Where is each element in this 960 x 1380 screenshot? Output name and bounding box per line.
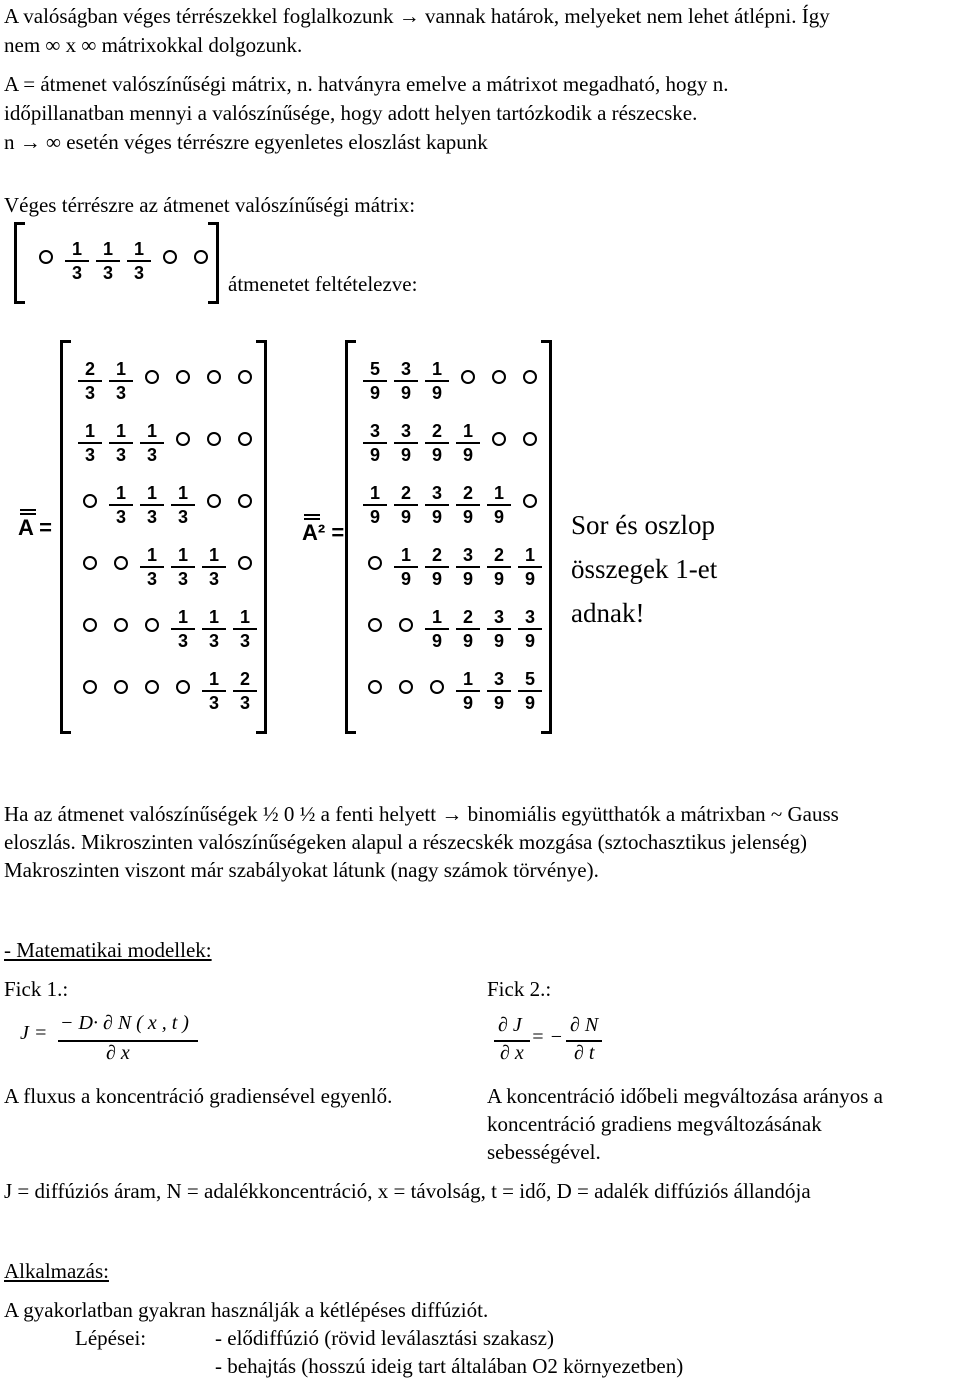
matrix-a2-left-bracket (345, 340, 356, 734)
matrix-fraction-entry: 1 3 (136, 484, 168, 526)
binomial-line-2: eloszlás. Mikroszinten valószínűségeken alapul a részecskék mozgása (sztochasztikus jelenség) (4, 830, 807, 854)
matrix-fraction-entry: 1 3 (61, 240, 93, 282)
matrix-zero-entry (229, 432, 261, 451)
matrix-zero-entry (452, 370, 484, 389)
matrix-fraction-entry: 1 9 (359, 484, 391, 526)
side-note-line-3: adnak! (571, 598, 645, 628)
matrix-zero-entry (185, 250, 217, 269)
binomial-line-3: Makroszinten viszont már szabályokat látunk (nagy számok törvénye). (4, 858, 599, 882)
matrix-zero-entry (390, 618, 422, 637)
step-1: - elődiffúzió (rövid leválasztási szakasz) (215, 1326, 554, 1350)
matrix-fraction-entry: 1 3 (167, 484, 199, 526)
matrix-fraction-entry: 3 9 (421, 484, 453, 526)
matrix-fraction-entry: 3 9 (452, 546, 484, 588)
side-note-line-2: összegek 1-et (571, 554, 718, 584)
fick2-description-3: sebességével. (487, 1140, 601, 1164)
intro-line-5: n → ∞ esetén véges térrészre egyenletes eloszlást kapunk (4, 130, 488, 154)
matrix-zero-entry (514, 432, 546, 451)
matrix-fraction-entry: 1 3 (136, 546, 168, 588)
matrix-zero-entry (359, 556, 391, 575)
matrix-zero-entry (136, 618, 168, 637)
matrix-fraction-entry: 1 3 (136, 422, 168, 464)
row-vector (10, 222, 220, 302)
finite-heading: Véges térrészre az átmenet valószínűségi mátrix: (4, 193, 416, 217)
matrix-fraction-entry: 2 9 (390, 484, 422, 526)
applications-heading: Alkalmazás: (4, 1259, 109, 1283)
matrix-fraction-entry: 3 9 (390, 360, 422, 402)
matrix-fraction-entry: 1 9 (452, 422, 484, 464)
matrix-zero-entry (167, 680, 199, 699)
matrix-zero-entry (198, 494, 230, 513)
matrix-zero-entry (359, 618, 391, 637)
matrix-zero-entry (229, 494, 261, 513)
models-heading: - Matematikai modellek: (4, 938, 212, 962)
fick1-numerator: − D· ∂ N ( x , t ) (60, 1012, 189, 1034)
matrix-fraction-entry: 1 3 (105, 360, 137, 402)
matrix-fraction-entry: 1 3 (198, 608, 230, 650)
matrix-zero-entry (154, 250, 186, 269)
fick2-description-1: A koncentráció időbeli megváltozása arányos a (487, 1084, 883, 1108)
matrix-a-label: A = (18, 515, 52, 541)
matrix-fraction-entry: 1 3 (105, 422, 137, 464)
matrix-fraction-entry: 1 3 (167, 608, 199, 650)
matrix-fraction-entry: 1 3 (198, 670, 230, 712)
matrix-zero-entry (229, 556, 261, 575)
matrix-zero-entry (105, 556, 137, 575)
applications-line-1: A gyakorlatban gyakran használják a kétlépéses diffúziót. (4, 1298, 489, 1322)
matrix-fraction-entry: 3 9 (359, 422, 391, 464)
matrix-a (60, 340, 270, 735)
matrix-fraction-entry: 2 9 (452, 608, 484, 650)
steps-label: Lépései: (75, 1326, 147, 1350)
matrix-fraction-entry: 1 3 (123, 240, 155, 282)
intro-line-3: A = átmenet valószínűségi mátrix, n. hatványra emelve a mátrixot megadható, hogy n. (4, 72, 729, 96)
matrix-fraction-entry: 2 9 (483, 546, 515, 588)
matrix-fraction-entry: 3 9 (390, 422, 422, 464)
fick2-description-2: koncentráció gradiens megváltozásának (487, 1112, 822, 1136)
fick2-rhs-num: ∂ N (570, 1014, 599, 1036)
matrix-zero-entry (74, 680, 106, 699)
matrix-a2 (345, 340, 555, 735)
matrix-fraction-entry: 1 9 (390, 546, 422, 588)
matrix-zero-entry (514, 494, 546, 513)
matrix-fraction-entry: 2 9 (421, 422, 453, 464)
matrix-fraction-entry: 1 3 (229, 608, 261, 650)
fick2-lhs-num: ∂ J (498, 1014, 522, 1036)
matrix-a-left-bracket (60, 340, 71, 734)
matrix-fraction-entry: 3 9 (514, 608, 546, 650)
side-note-line-1: Sor és oszlop (571, 510, 715, 540)
matrix-fraction-entry: 1 9 (483, 484, 515, 526)
matrix-fraction-entry: 1 3 (167, 546, 199, 588)
matrix-zero-entry (514, 370, 546, 389)
matrix-fraction-entry: 3 9 (483, 670, 515, 712)
fick2-title: Fick 2.: (487, 977, 552, 1001)
intro-line-2: nem ∞ x ∞ mátrixokkal dolgozunk. (4, 33, 303, 57)
matrix-zero-entry (359, 680, 391, 699)
intro-line-4: időpillanatban mennyi a valószínűsége, hogy adott helyen tartózkodik a részecske. (4, 101, 698, 125)
matrix-a2-label: A² = (302, 520, 344, 546)
matrix-zero-entry (483, 432, 515, 451)
matrix-fraction-entry: 1 9 (514, 546, 546, 588)
matrix-zero-entry (136, 680, 168, 699)
matrix-zero-entry (136, 370, 168, 389)
matrix-zero-entry (229, 370, 261, 389)
fick2-lhs-den: ∂ x (500, 1042, 524, 1064)
matrix-zero-entry (74, 618, 106, 637)
step-2: - behajtás (hosszú ideig tart általában O2 környezetben) (215, 1354, 684, 1378)
binomial-line-1: Ha az átmenet valószínűségek ½ 0 ½ a fenti helyett → binomiális együtthatók a mátrixban ~ Gauss (4, 802, 839, 826)
symbol-legend: J = diffúziós áram, N = adalékkoncentráció, x = távolság, t = idő, D = adalék diffúziós állandója (4, 1179, 811, 1203)
matrix-zero-entry (105, 618, 137, 637)
matrix-zero-entry (74, 556, 106, 575)
matrix-fraction-entry: 1 3 (74, 422, 106, 464)
matrix-zero-entry (390, 680, 422, 699)
matrix-fraction-entry: 1 9 (452, 670, 484, 712)
matrix-fraction-entry: 3 9 (483, 608, 515, 650)
matrix-fraction-entry: 5 9 (359, 360, 391, 402)
matrix-fraction-entry: 1 9 (421, 360, 453, 402)
matrix-zero-entry (198, 370, 230, 389)
matrix-fraction-entry: 2 9 (421, 546, 453, 588)
matrix-fraction-entry: 1 3 (92, 240, 124, 282)
matrix-zero-entry (167, 432, 199, 451)
matrix-zero-entry (421, 680, 453, 699)
fick1-title: Fick 1.: (4, 977, 69, 1001)
matrix-fraction-entry: 1 3 (105, 484, 137, 526)
matrix-zero-entry (483, 370, 515, 389)
matrix-zero-entry (167, 370, 199, 389)
matrix-fraction-entry: 1 3 (198, 546, 230, 588)
matrix-zero-entry (105, 680, 137, 699)
fick2-rhs-den: ∂ t (574, 1042, 595, 1064)
matrix-zero-entry (198, 432, 230, 451)
fick1-denominator: ∂ x (106, 1042, 130, 1064)
matrix-fraction-entry: 2 9 (452, 484, 484, 526)
assumption-text: átmenetet feltételezve: (228, 272, 418, 296)
fick1-description: A fluxus a koncentráció gradiensével egyenlő. (4, 1084, 393, 1108)
matrix-zero-entry (30, 250, 62, 269)
fick2-equals: = − (531, 1026, 563, 1048)
fick1-lhs: J = (20, 1022, 48, 1044)
left-bracket (14, 222, 25, 304)
intro-line-1: A valóságban véges térrészekkel foglalkozunk → vannak határok, melyeket nem lehet átlépni. Így (4, 4, 830, 28)
matrix-fraction-entry: 2 3 (74, 360, 106, 402)
matrix-fraction-entry: 2 3 (229, 670, 261, 712)
matrix-fraction-entry: 1 9 (421, 608, 453, 650)
matrix-fraction-entry: 5 9 (514, 670, 546, 712)
matrix-zero-entry (74, 494, 106, 513)
